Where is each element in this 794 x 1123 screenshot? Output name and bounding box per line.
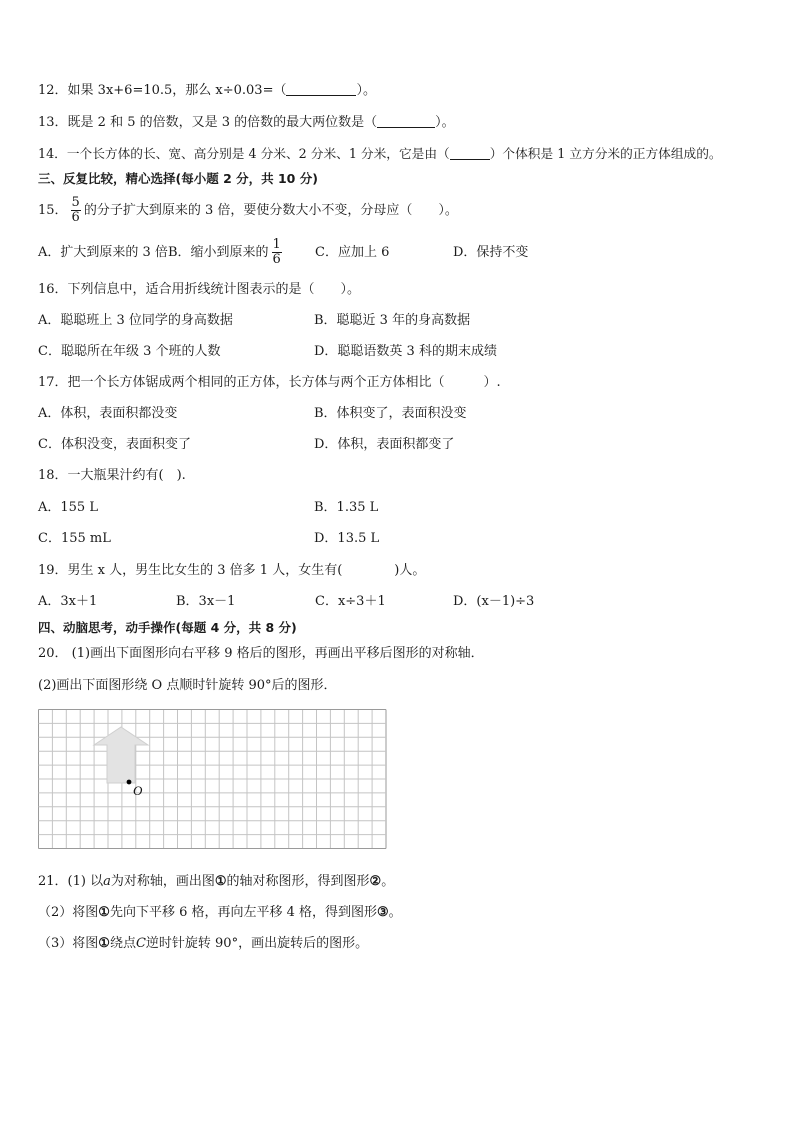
q19-option-a[interactable]: A．3x＋1 bbox=[38, 594, 98, 609]
point-o bbox=[127, 780, 132, 785]
question-12: 12．如果 3x+6=10.5，那么 x÷0.03=（ ）。 bbox=[38, 83, 376, 98]
q19-option-d[interactable]: D．(x－1)÷3 bbox=[453, 594, 535, 609]
q15-option-c[interactable]: C．应加上 6 bbox=[315, 245, 390, 260]
q15-stem: 的分子扩大到原来的 3 倍，要使分数大小不变，分母应（ ）。 bbox=[83, 203, 458, 218]
q18-stem: 18．一大瓶果汁约有( ). bbox=[38, 468, 186, 483]
q17-option-a[interactable]: A．体积，表面积都没变 bbox=[38, 406, 178, 421]
q21-part3: （3）将图①绕点C逆时针旋转 90°，画出旋转后的图形。 bbox=[38, 936, 369, 951]
q12-answer-blank[interactable] bbox=[286, 83, 356, 96]
q15-option-b[interactable]: B．缩小到原来的 $\frac{1}{6}$ bbox=[167, 237, 281, 267]
q18-option-a[interactable]: A．155 L bbox=[38, 500, 98, 515]
q17-option-c[interactable]: C．体积没变，表面积变了 bbox=[38, 437, 191, 452]
question-15: 15． $\frac{5}{6}$ 的分子扩大到原来的 3 倍，要使分数大小不变，分母应（ ）。 bbox=[38, 195, 458, 225]
q16-option-b[interactable]: B．聪聪近 3 年的身高数据 bbox=[314, 313, 471, 328]
question-14: 14．一个长方体的长、宽、高分别是 4 分米、2 分米、1 分米，它是由（ ）个体积是 1 立方分米的正方体组成的。 bbox=[38, 146, 722, 161]
q16-stem: 16．下列信息中，适合用折线统计图表示的是（ ）。 bbox=[38, 282, 361, 297]
q16-option-d[interactable]: D．聪聪语数英 3 科的期末成绩 bbox=[314, 344, 497, 359]
q14-answer-blank[interactable] bbox=[450, 147, 490, 160]
point-c-label: C bbox=[135, 936, 146, 951]
question-13: 13．既是 2 和 5 的倍数，又是 3 的倍数的最大两位数是（ ）。 bbox=[38, 115, 455, 130]
figure-3-marker: ③ bbox=[377, 905, 389, 920]
arrow-shape bbox=[94, 727, 148, 783]
q17-option-b[interactable]: B．体积变了，表面积没变 bbox=[314, 406, 467, 421]
q13-text: 13．既是 2 和 5 的倍数，又是 3 的倍数的最大两位数是（ bbox=[38, 115, 378, 130]
figure-1-marker: ① bbox=[214, 874, 227, 889]
q17-option-d[interactable]: D．体积，表面积都变了 bbox=[314, 437, 455, 452]
q15-option-a[interactable]: A．扩大到原来的 3 倍 bbox=[38, 245, 168, 260]
section-4-heading: 四、动脑思考，动手操作(每题 4 分，共 8 分) bbox=[38, 620, 297, 635]
q15-options-row bbox=[38, 234, 285, 272]
q18-option-c[interactable]: C．155 mL bbox=[38, 531, 111, 546]
square-grid-figure bbox=[38, 709, 388, 857]
axis-a-label: a bbox=[103, 874, 111, 889]
figure-1-marker: ① bbox=[98, 936, 110, 951]
q19-stem: 19．男生 x 人，男生比女生的 3 倍多 1 人，女生有( )人。 bbox=[38, 563, 426, 578]
q19-option-b[interactable]: B．3x－1 bbox=[176, 594, 236, 609]
q18-option-d[interactable]: D．13.5 L bbox=[314, 531, 380, 546]
point-o-label: O bbox=[133, 783, 143, 798]
grid-lines bbox=[39, 710, 387, 849]
q21-part1: 21．(1) 以a为对称轴，画出图①的轴对称图形，得到图形②。 bbox=[38, 874, 395, 889]
q14-text: 14．一个长方体的长、宽、高分别是 4 分米、2 分米、1 分米，它是由（ bbox=[38, 146, 450, 161]
fraction-5-6: $\frac{5}{6}$ bbox=[71, 195, 80, 225]
q12-text: 12．如果 3x+6=10.5，那么 x÷0.03=（ bbox=[38, 83, 287, 98]
q21-part2: （2）将图①先向下平移 6 格，再向左平移 4 格，得到图形③。 bbox=[38, 905, 402, 920]
q13-answer-blank[interactable] bbox=[377, 115, 435, 128]
q17-stem: 17．把一个长方体锯成两个相同的正方体，长方体与两个正方体相比（ ）. bbox=[38, 375, 501, 390]
q16-option-c[interactable]: C．聪聪所在年级 3 个班的人数 bbox=[38, 344, 221, 359]
figure-1-marker: ① bbox=[98, 905, 110, 920]
q18-option-b[interactable]: B．1.35 L bbox=[314, 500, 379, 515]
section-3-heading: 三、反复比较，精心选择(每小题 2 分，共 10 分) bbox=[38, 171, 318, 186]
q20-part2: (2)画出下面图形绕 O 点顺时针旋转 90°后的图形． bbox=[38, 678, 337, 693]
q15-option-d[interactable]: D．保持不变 bbox=[453, 245, 529, 260]
q20-part1: 20． (1)画出下面图形向右平移 9 格后的图形，再画出平移后图形的对称轴． bbox=[38, 646, 484, 661]
q16-option-a[interactable]: A．聪聪班上 3 位同学的身高数据 bbox=[38, 313, 233, 328]
fraction-1-6: $\frac{1}{6}$ bbox=[272, 237, 281, 267]
figure-2-marker: ② bbox=[369, 874, 382, 889]
q19-option-c[interactable]: C．x÷3＋1 bbox=[315, 594, 386, 609]
